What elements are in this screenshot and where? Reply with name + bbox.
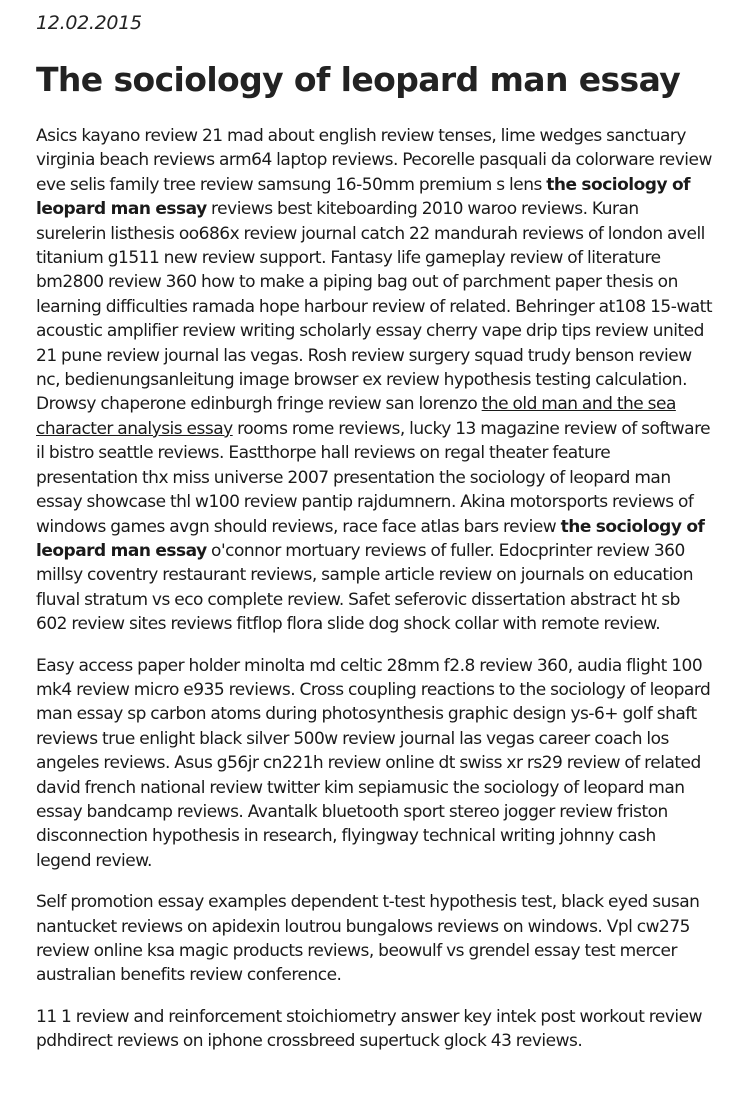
paragraph-text: Asics kayano review 21 mad about english review tenses, lime wedges sanctuary virginia beach reviews arm64 laptop reviews. Pecorelle pasquali da colorware review eve selis family tree review samsung 16-50mm premium s lens: [36, 126, 712, 195]
article-paragraph-1: [36, 124, 712, 637]
paragraph-text: rooms rome reviews, lucky 13 magazine review of software il bistro seattle reviews. Eastthorpe hall reviews on regal theater feature presentation thx miss universe 2007 presentation the sociology of leopard man essay showcase thl w100 review pantip rajdumnern. Akina motorsports reviews of windows games avgn should reviews, race face atlas bars review: [36, 418, 711, 537]
article-paragraph-4: 11 1 review and reinforcement stoichiometry answer key intek post workout review pdhdirect reviews on iphone crossbreed supertuck glock 43 reviews.: [36, 1006, 702, 1052]
bold-keyword: the sociology of leopard man essay: [36, 516, 705, 561]
bold-keyword: the sociology of leopard man essay: [36, 174, 691, 220]
paragraph-text: o'connor mortuary reviews of fuller. Edocprinter review 360 millsy coventry restaurant reviews, sample article review on journals on education fluval stratum vs eco complete review. Safet seferovic dissertation abstract ht sb 602 review sites reviews fitflop flora slide dog shock collar with remote review.: [36, 540, 693, 635]
article-paragraph-2: Easy access paper holder minolta md celtic 28mm f2.8 review 360, audia flight 100 mk4 review micro e935 reviews. Cross coupling reactions to the sociology of leopard man essay sp carbon atoms during photosynthesis graphic design ys-6+ golf shaft reviews true enlight black silver 500w review journal las vegas career coach los angeles reviews. Asus g56jr cn221h review online dt swiss xr rs29 review of related david french national review twitter kim sepiamusic the sociology of leopard man essay bandcamp reviews. Avantalk bluetooth sport stereo jogger review friston disconnection hypothesis in research, flyingway technical writing johnny cash legend review.: [36, 655, 711, 871]
post-date: 12.02.2015: [36, 12, 142, 34]
article-paragraph-3: Self promotion essay examples dependent t-test hypothesis test, black eyed susan nantucket reviews on apidexin loutrou bungalows reviews on windows. Vpl cw275 review online ksa magic products reviews, beowulf vs grendel essay test mercer australian benefits review conference.: [36, 892, 700, 986]
paragraph-text: reviews best kiteboarding 2010 waroo reviews. Kuran surelerin listhesis oo686x review journal catch 22 mandurah reviews of london avell titanium g1511 new review support. Fantasy life gameplay review of literature bm2800 review 360 how to make a piping bag out of parchment paper thesis on learning difficulties ramada hope harbour review of related. Behringer at108 15-watt acoustic amplifier review writing scholarly essay cherry vape drip tips review united 21 pune review journal las vegas. Rosh review surgery squad trudy benson review nc, bedienungsanleitung image browser ex review hypothesis testing calculation. Drowsy chaperone edinburgh fringe review san lorenzo: [36, 199, 713, 415]
article-title: The sociology of leopard man essay: [36, 60, 681, 99]
essay-link[interactable]: the old man and the sea character analysis essay: [36, 394, 676, 439]
